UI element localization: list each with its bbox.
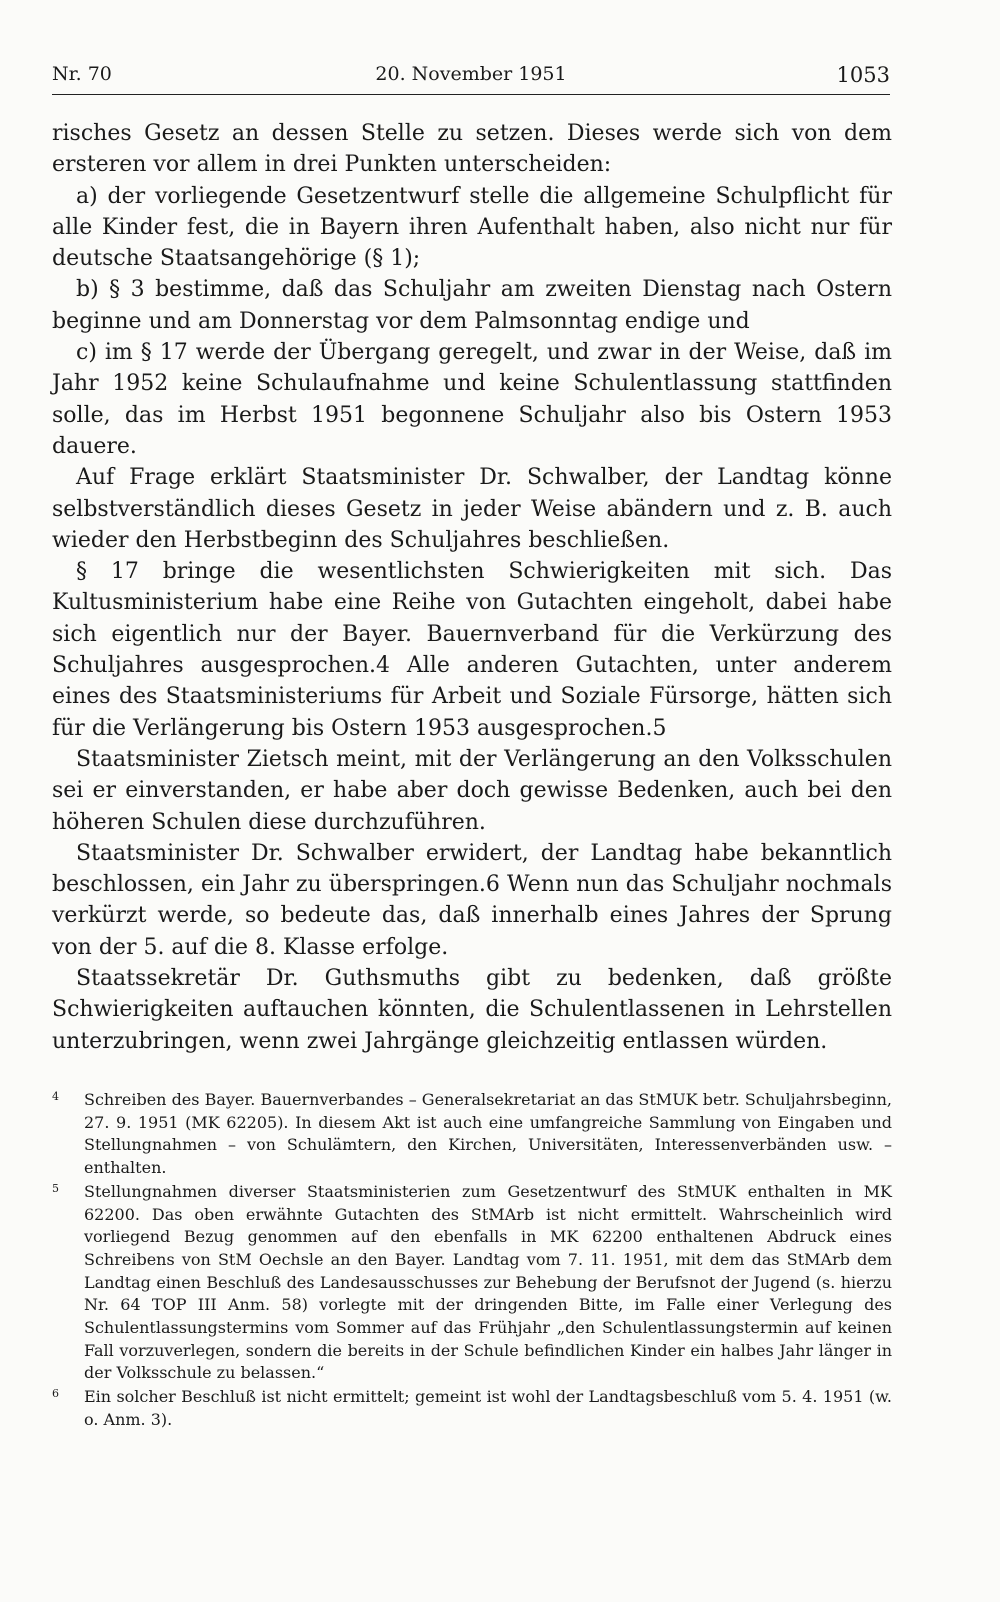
footnote-text: Schreiben des Bayer. Bauernverbandes – Generalsekretariat an das StMUK betr. Schuljahrsbeginn, 27. 9. 1951 (MK 62205). In diesem Akt ist auch eine umfangreiche Sammlung von Eingaben und Stellungnahmen – von Schulämtern, den Kirchen, Universitäten, Interessenverbänden usw. – enthalten. — [84, 1090, 892, 1178]
footnote-number: 4 — [52, 1090, 59, 1103]
footnote-6 — [52, 1386, 892, 1431]
paragraph-4: c) im § 17 werde der Übergang geregelt, und zwar in der Weise, daß im Jahr 1952 keine Schulaufnahme und keine Schulentlassung stattfinden solle, das im Herbst 1951 begonnene Schuljahr also bis Ostern 1953 dauere. — [52, 340, 892, 459]
paragraph-5: Auf Frage erklärt Staatsminister Dr. Schwalber, der Landtag könne selbstverständlich dieses Gesetz in jeder Weise abändern und z. B. auch wieder den Herbstbeginn des Schuljahres beschließen. — [52, 465, 892, 553]
paragraph-3: b) § 3 bestimme, daß das Schuljahr am zweiten Dienstag nach Ostern beginne und am Donnerstag vor dem Palmsonntag endige und — [52, 277, 892, 334]
paragraph-1: risches Gesetz an dessen Stelle zu setzen. Dieses werde sich von dem ersteren vor allem in drei Punkten unterscheiden: — [52, 121, 892, 178]
paragraph-2: a) der vorliegende Gesetzentwurf stelle die allgemeine Schulpflicht für alle Kinder fest, die in Bayern ihren Aufenthalt haben, also nicht nur für deutsche Staatsangehörige (§ 1); — [52, 183, 892, 272]
footnote-number: 5 — [52, 1181, 59, 1195]
main-text — [52, 118, 892, 1057]
footnote-text: Stellungnahmen diverser Staatsministerien zum Gesetzentwurf des StMUK enthalten in MK 62200. Das oben erwähnte Gutachten des StMArb ist nicht ermittelt. Wahrscheinlich wird vorliegend Bezug genommen auf den ebenfalls in MK 62200 enthaltenen Abdruck eines Schreibens von StM Oechsle an den Bayer. Landtag vom 7. 11. 1951, mit dem das StMArb dem Landtag einen Beschluß des Landesausschusses zur Behebung der Berufsnot der Jugend (s. hierzu Nr. 64 TOP III Anm. 58) vorlegte mit der dringenden Bitte, im Falle einer Verlegung des Schulentlassungstermins vom Sommer auf das Frühjahr „den Schulentlassungstermin auf keinen Fall vorzuverlegen, sondern die bereits in der Schule befindlichen Kinder ein halbes Jahr länger in der Volksschule zu belassen.“ — [84, 1181, 892, 1383]
footnotes — [52, 1089, 892, 1433]
paragraph-8: Staatsminister Dr. Schwalber erwidert, der Landtag habe bekanntlich beschlossen, ein Jahr zu überspringen.6 Wenn nun das Schuljahr nochmals verkürzt werde, so bedeute das, daß innerhalb eines Jahres der Sprung von der 5. auf die 8. Klasse erfolge. — [52, 840, 892, 960]
footnote-text: Ein solcher Beschluß ist nicht ermittelt; gemeint ist wohl der Landtagsbeschluß vom 5. 4. 1951 (w. o. Anm. 3). — [84, 1387, 892, 1429]
paragraph-9: Staatssekretär Dr. Guthsmuths gibt zu bedenken, daß größte Schwierigkeiten auftauchen könnten, die Schulentlassenen in Lehrstellen unterzubringen, wenn zwei Jahrgänge gleichzeitig entlassen würden. — [52, 966, 892, 1054]
footnote-5 — [52, 1181, 892, 1385]
paragraph-7: Staatsminister Zietsch meint, mit der Verlängerung an den Volksschulen sei er einverstanden, er habe aber doch gewisse Bedenken, auch bei den höheren Schulen diese durchzuführen. — [52, 746, 892, 835]
header-date: 20. November 1951 — [375, 63, 567, 85]
issue-number: Nr. 70 — [52, 63, 112, 85]
running-header — [52, 60, 890, 95]
paragraph-6: § 17 bringe die wesentlichsten Schwierigkeiten mit sich. Das Kultusministerium habe eine Reihe von Gutachten eingeholt, dabei habe sich eigentlich nur der Bayer. Bauernverband für die Verkürzung des Schuljahres ausgesprochen.4 Alle anderen Gutachten, unter anderem eines des Staatsministeriums für Arbeit und Soziale Fürsorge, hätten sich für die Verlängerung bis Ostern 1953 ausgesprochen.5 — [52, 559, 892, 741]
page-number: 1053 — [836, 63, 890, 87]
footnote-4 — [52, 1089, 892, 1180]
footnote-number: 6 — [52, 1387, 59, 1401]
